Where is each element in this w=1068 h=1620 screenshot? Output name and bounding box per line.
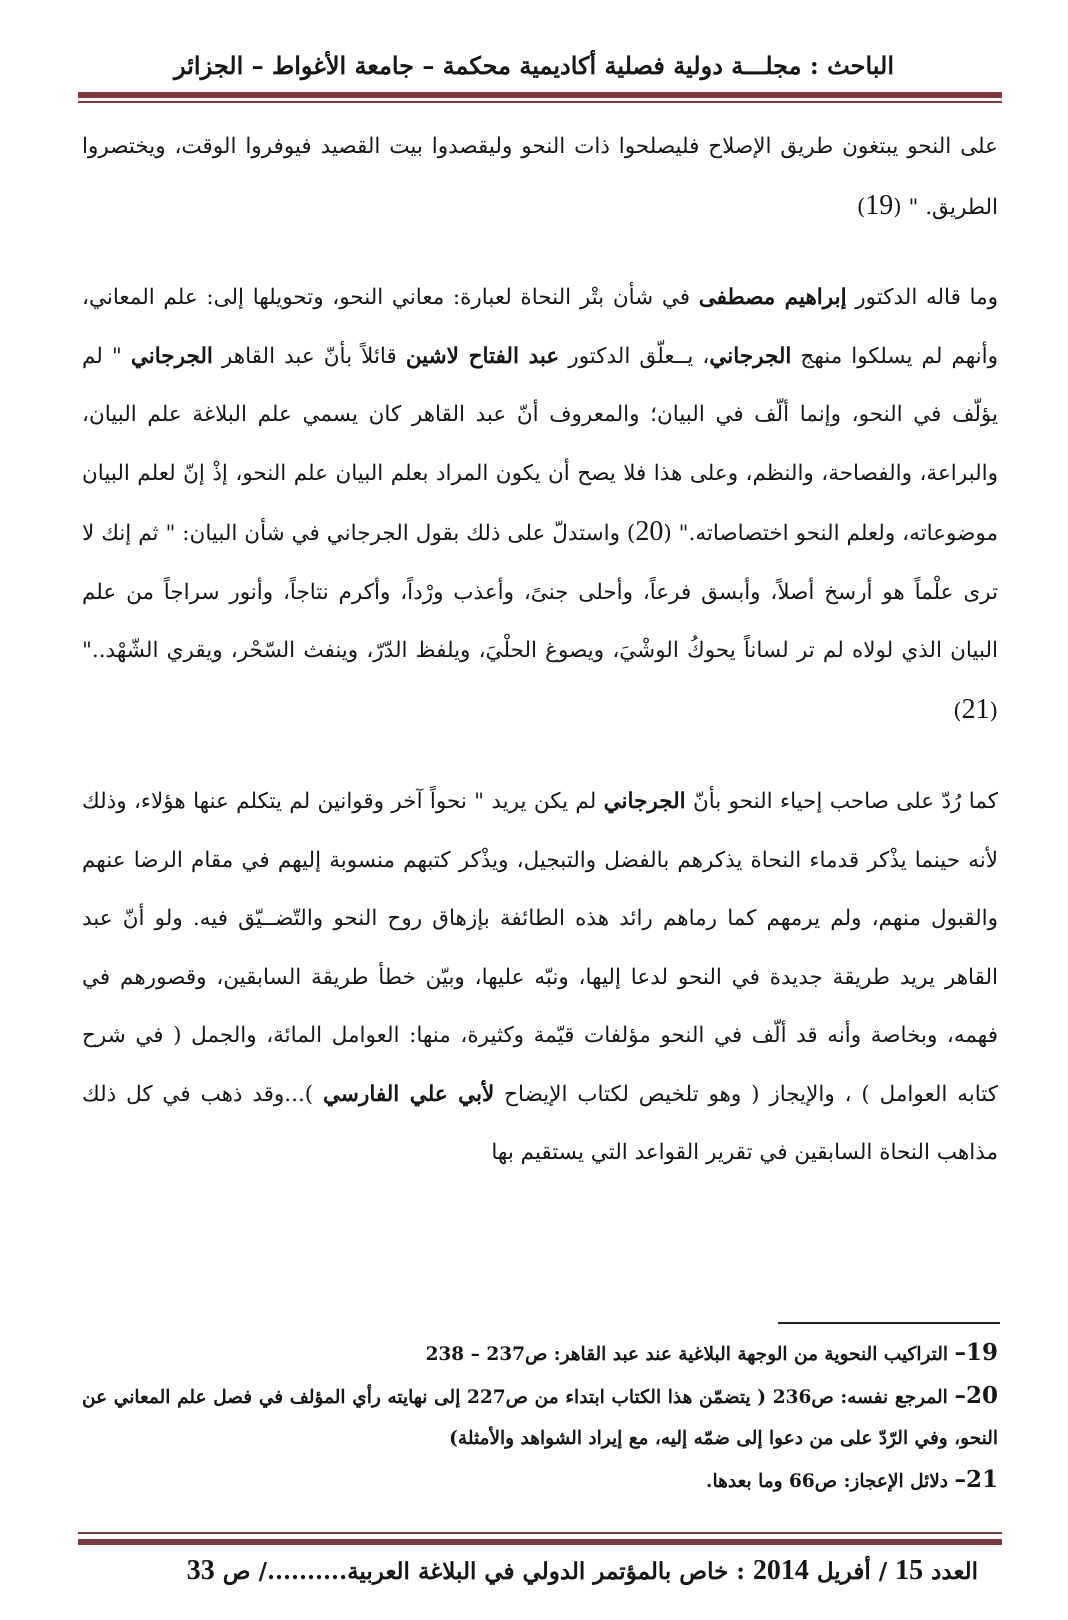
footer-rule-thin [78,1532,1002,1534]
header-rule-thin [78,101,1002,103]
name-abdelfattah-lashin: عبد الفتاح لاشين [405,343,560,369]
name-jurjani: الجرجاني [709,343,792,369]
journal-header: الباحث : مجلـــة دولية فصلية أكاديمية محكمة – جامعة الأغواط – الجزائر [173,51,895,80]
name-abu-ali-farisi: لأبي علي الفارسي [323,1081,495,1107]
paragraph-2: وما قاله الدكتور إبراهيم مصطفى في شأن بتْر النحاة لعبارة: معاني النحو، وتحويلها إلى: علم المعاني، وأنهم لم يسلكوا منهج الجرجاني، يــعلّق الدكتور عبد الفتاح لاشين قائلاً بأنّ عبد القاهر الجرجاني " لم يؤلّف في النحو، وإنما ألّف في البيان؛ والمعروف أنّ عبد القاهر كان يسمي علم البلاغة علم البيان، والبراعة، والفصاحة، والنظم، وعلى هذا فلا يصح أن يكون المراد بعلم البيان علم النحو، إذْ إنّ لعلم البيان موضوعاته، ولعلم النحو اختصاصاته." (20) واستدلّ على ذلك بقول الجرجاني في شأن البيان: " ثم إنك لا ترى علْماً هو أرسخ أصلاً، وأبسق فرعاً، وأحلى جنىً، وأعذب ورْداً، وأكرم نتاجاً، وأنور سراجاً من علم البيان الذي لولاه لم تر لساناً يحوكُ الوشْيَ، ويصوغ الحلْيَ، ويلفظ الدّرّ، وينفث السّحْر، ويقري الشّهْد.." (21) [82,285,999,725]
name-ibrahim-mustafa: إبراهيم مصطفى [698,285,847,310]
issue-year: 2014 [752,1555,809,1586]
citation-ref-20: 20 [635,516,664,547]
issue-number: 15 [895,1555,924,1586]
footnote-20: 20– المرجع نفسه: ص236 ( يتضمّن هذا الكتاب ابتداء من ص227 إلى نهايته رأي المؤلف في فصل علم المعاني عن النحو، وفي الرّدّ على من دعوا إلى ضمّه إليه، مع إيراد الشواهد والأمثلة) [82,1382,999,1449]
name-jurjani: الجرجاني [130,343,213,369]
footnote-separator [778,1322,1000,1324]
header-rule-thick [78,92,1002,98]
paragraph-1: على النحو يبتغون طريق الإصلاح فليصلحوا ذات النحو وليقصدوا بيت القصيد فيوفروا الوقت، ويختصروا الطريق. " (19) [82,134,998,221]
footnote-21: 21– دلائل الإعجاز: ص66 وما بعدها. [706,1466,998,1493]
citation-ref-19: 19 [865,189,894,221]
page-footer: العدد 15 / أفريل 2014 : خاص بالمؤتمر الدولي في البلاغة العربية........../ ص 33 [186,1555,978,1586]
page-number: 33 [186,1555,215,1586]
paragraph-3: كما رُدّ على صاحب إحياء النحو بأنّ الجرجاني لم يكن يريد " نحواً آخر وقوانين لم يتكلم عنها هؤلاء، وذلك لأنه حينما يذْكر قدماء النحاة يذكرهم بالفضل والتبجيل، ويذْكر كتبهم منسوبة إليهم في مقام الرضا عنهم والقبول منهم، ولم يرمهم كما رماهم رائد هذه الطائفة بإزهاق روح النحو والتّضــيّق فيه. ولو أنّ عبد القاهر يريد طريقة جديدة في النحو لدعا إليها، ونبّه عليها، وبيّن خطأ طريقة السابقين، وقصورهم في فهمه، وبخاصة وأنه قد ألّف في النحو مؤلفات قيّمة وكثيرة، منها: العوامل المائة، والجمل ( في شرح كتابه العوامل ) ، والإيجاز ( وهو تلخيص لكتاب الإيضاح لأبي علي الفارسي )...وقد ذهب في كل ذلك مذاهب النحاة السابقين في تقرير القواعد التي يستقيم بها [82,789,998,1165]
name-jurjani: الجرجاني [603,789,686,814]
footer-rule-thick [78,1539,1002,1545]
citation-ref-21: 21 [961,693,990,725]
article-body [82,118,998,1183]
footnote-19: 19– التراكيب النحوية من الوجهة البلاغية عند عبد القاهر: ص237 – 238 [425,1339,998,1366]
footnotes [82,1332,998,1502]
